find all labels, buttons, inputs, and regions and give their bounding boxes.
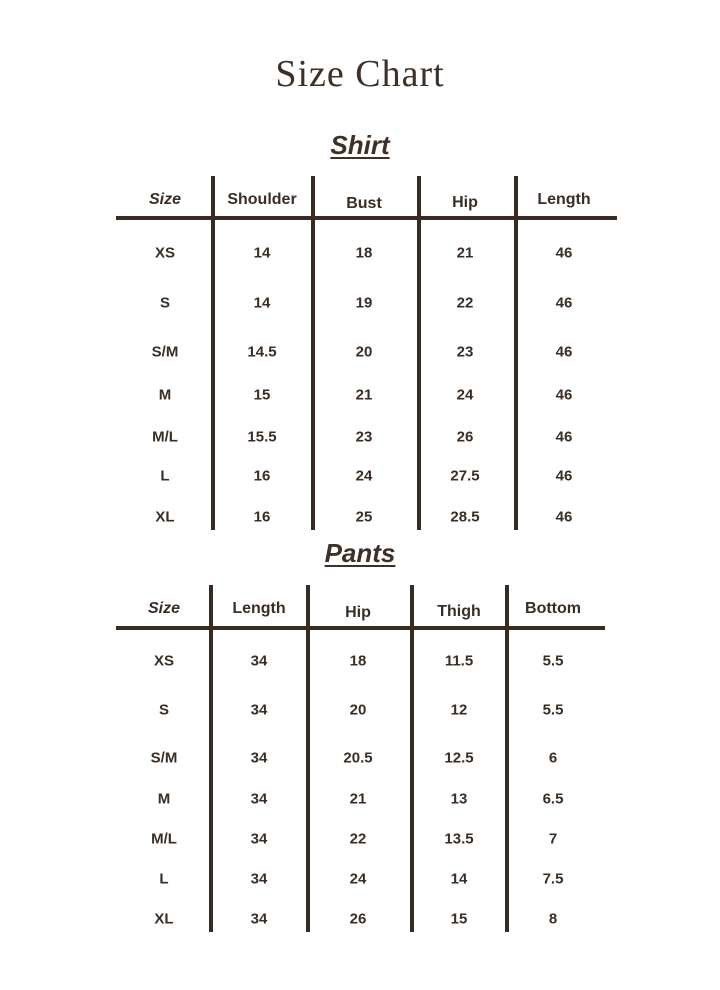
shirt-size-label: S/M bbox=[151, 343, 179, 361]
pants-measurement-cell: 11.5 bbox=[444, 652, 474, 670]
pants-column-header: Thigh bbox=[437, 603, 481, 620]
shirt-measurement-cell: 24 bbox=[355, 467, 373, 485]
shirt-measurement-cell: 25 bbox=[355, 508, 373, 526]
shirt-size-label: M bbox=[158, 386, 172, 404]
shirt-measurement-cell: 16 bbox=[253, 508, 271, 526]
shirt-measurement-cell: 46 bbox=[555, 244, 573, 262]
shirt-size-label: M/L bbox=[152, 428, 178, 446]
pants-measurement-cell: 34 bbox=[250, 652, 268, 670]
shirt-column-header: Shoulder bbox=[227, 191, 297, 208]
shirt-measurement-cell: 15.5 bbox=[247, 428, 277, 446]
shirt-measurement-cell: 28.5 bbox=[450, 508, 480, 526]
shirt-column-header: Bust bbox=[346, 195, 382, 212]
shirt-measurement-cell: 21 bbox=[456, 244, 474, 262]
shirt-measurement-cell: 21 bbox=[355, 386, 373, 404]
pants-measurement-cell: 34 bbox=[250, 790, 268, 808]
pants-measurement-cell: 13 bbox=[450, 790, 468, 808]
shirt-size-label: L bbox=[160, 467, 170, 485]
shirt-column-divider bbox=[211, 176, 215, 530]
pants-measurement-cell: 5.5 bbox=[542, 701, 564, 719]
pants-size-label: M bbox=[157, 790, 171, 808]
pants-measurement-cell: 34 bbox=[250, 830, 268, 848]
shirt-measurement-cell: 46 bbox=[555, 343, 573, 361]
shirt-header-rule bbox=[116, 216, 617, 220]
shirt-measurement-cell: 46 bbox=[555, 386, 573, 404]
shirt-measurement-cell: 19 bbox=[355, 294, 373, 312]
pants-column-header: Length bbox=[232, 600, 286, 617]
pants-measurement-cell: 15 bbox=[450, 910, 468, 928]
shirt-measurement-cell: 23 bbox=[456, 343, 474, 361]
pants-measurement-cell: 12 bbox=[450, 701, 468, 719]
pants-size-label: L bbox=[159, 870, 169, 888]
pants-column-divider bbox=[505, 585, 509, 932]
shirt-measurement-cell: 23 bbox=[355, 428, 373, 446]
pants-measurement-cell: 34 bbox=[250, 749, 268, 767]
shirt-measurement-cell: 14.5 bbox=[247, 343, 277, 361]
shirt-measurement-cell: 16 bbox=[253, 467, 271, 485]
pants-size-label: S bbox=[158, 701, 170, 719]
pants-measurement-cell: 26 bbox=[349, 910, 367, 928]
shirt-column-divider bbox=[311, 176, 315, 530]
pants-measurement-cell: 20.5 bbox=[343, 749, 373, 767]
pants-measurement-cell: 8 bbox=[548, 910, 558, 928]
shirt-measurement-cell: 46 bbox=[555, 467, 573, 485]
pants-measurement-cell: 20 bbox=[349, 701, 367, 719]
pants-size-label: XL bbox=[154, 910, 174, 928]
shirt-size-label: XL bbox=[155, 508, 175, 526]
shirt-measurement-cell: 24 bbox=[456, 386, 474, 404]
pants-measurement-cell: 22 bbox=[349, 830, 367, 848]
shirt-measurement-cell: 15 bbox=[253, 386, 271, 404]
shirt-measurement-cell: 18 bbox=[355, 244, 373, 262]
shirt-column-divider bbox=[417, 176, 421, 530]
shirt-measurement-cell: 46 bbox=[555, 428, 573, 446]
shirt-column-header: Hip bbox=[452, 194, 478, 211]
pants-size-label: S/M bbox=[150, 749, 178, 767]
shirt-measurement-cell: 14 bbox=[253, 244, 271, 262]
shirt-measurement-cell: 26 bbox=[456, 428, 474, 446]
pants-measurement-cell: 24 bbox=[349, 870, 367, 888]
shirt-measurement-cell: 46 bbox=[555, 508, 573, 526]
shirt-size-label: XS bbox=[154, 244, 176, 262]
shirt-measurement-cell: 14 bbox=[253, 294, 271, 312]
pants-measurement-cell: 6 bbox=[548, 749, 558, 767]
shirt-measurement-cell: 20 bbox=[355, 343, 373, 361]
pants-measurement-cell: 34 bbox=[250, 870, 268, 888]
pants-column-header: Bottom bbox=[525, 600, 581, 617]
pants-measurement-cell: 18 bbox=[349, 652, 367, 670]
pants-measurement-cell: 7.5 bbox=[542, 870, 564, 888]
pants-measurement-cell: 13.5 bbox=[444, 830, 474, 848]
pants-measurement-cell: 14 bbox=[450, 870, 468, 888]
pants-section-title: Pants bbox=[324, 538, 396, 568]
pants-measurement-cell: 21 bbox=[349, 790, 367, 808]
pants-measurement-cell: 34 bbox=[250, 910, 268, 928]
pants-measurement-cell: 12.5 bbox=[444, 749, 474, 767]
shirt-column-header: Size bbox=[148, 191, 182, 208]
pants-measurement-cell: 5.5 bbox=[542, 652, 564, 670]
shirt-measurement-cell: 27.5 bbox=[450, 467, 480, 485]
pants-column-divider bbox=[306, 585, 310, 932]
pants-column-header: Hip bbox=[345, 604, 371, 621]
pants-column-divider bbox=[209, 585, 213, 932]
shirt-column-divider bbox=[514, 176, 518, 530]
pants-column-header: Size bbox=[147, 600, 181, 617]
pants-measurement-cell: 7 bbox=[548, 830, 558, 848]
shirt-section-title: Shirt bbox=[330, 130, 390, 160]
pants-size-label: XS bbox=[153, 652, 175, 670]
pants-measurement-cell: 6.5 bbox=[542, 790, 564, 808]
shirt-measurement-cell: 46 bbox=[555, 294, 573, 312]
pants-measurement-cell: 34 bbox=[250, 701, 268, 719]
pants-column-divider bbox=[410, 585, 414, 932]
pants-size-label: M/L bbox=[151, 830, 177, 848]
shirt-column-header: Length bbox=[537, 191, 591, 208]
page-title: Size Chart bbox=[275, 53, 445, 95]
shirt-size-label: S bbox=[159, 294, 171, 312]
pants-header-rule bbox=[116, 626, 605, 630]
shirt-measurement-cell: 22 bbox=[456, 294, 474, 312]
